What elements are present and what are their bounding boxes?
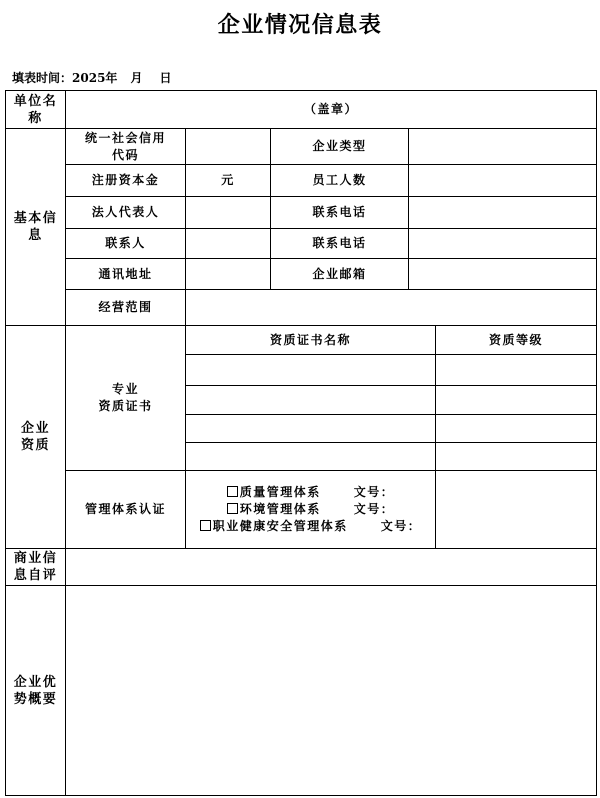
address-value-cell[interactable] (186, 259, 271, 290)
self-eval-label-line: 商业信 (13, 551, 58, 566)
unit-name-label-line: 单位名 (13, 93, 58, 109)
legal-rep-row (6, 197, 597, 229)
fill-date-year: 2025 (72, 71, 106, 85)
doc-number-label: 文号： (380, 519, 422, 533)
unit-name-row (6, 91, 597, 129)
doc-number-label: 文号： (353, 485, 395, 499)
cert-name-cell[interactable] (186, 355, 436, 386)
basic-info-section-cell (6, 129, 66, 326)
fill-date-line (12, 70, 171, 86)
phone-value-cell-1[interactable] (409, 197, 597, 229)
fill-date-label: 填表时间： (12, 71, 73, 85)
business-scope-label-cell: 经营范围 (66, 290, 186, 326)
fill-date-month-unit: 月 (130, 71, 143, 85)
phone-label-cell-1: 联系电话 (271, 197, 409, 229)
checkbox[interactable] (227, 486, 238, 497)
fill-date-day-unit: 日 (159, 71, 172, 85)
cert-name-header: 资质证书名称 (186, 326, 436, 355)
cert-name-cell[interactable] (186, 443, 436, 471)
legal-rep-value-cell[interactable] (186, 197, 271, 229)
phone-label-cell-2: 联系电话 (271, 229, 409, 259)
professional-cert-label-line: 资质证书 (98, 399, 153, 413)
contact-row (6, 229, 597, 259)
stamp-text: （盖章） (304, 102, 359, 116)
company-type-value-cell[interactable] (409, 129, 597, 165)
mgmt-system-options-cell (186, 471, 436, 549)
professional-cert-label-line: 专业 (111, 382, 139, 396)
basic-info-section-line: 基本信 (13, 211, 58, 226)
advantages-row (6, 586, 597, 796)
mgmt-system-environment (186, 501, 435, 518)
cert-name-cell[interactable] (186, 415, 436, 443)
qualification-section-cell (6, 326, 66, 549)
mgmt-system-name: 环境管理体系 (239, 502, 321, 516)
contact-value-cell[interactable] (186, 229, 271, 259)
credit-code-value-cell[interactable] (186, 129, 271, 165)
cert-name-cell[interactable] (186, 386, 436, 415)
email-label-cell: 企业邮箱 (271, 259, 409, 290)
cert-level-cell[interactable] (436, 415, 597, 443)
legal-rep-label-cell: 法人代表人 (66, 197, 186, 229)
company-type-label-cell: 企业类型 (271, 129, 409, 165)
address-row (6, 259, 597, 290)
qualification-section-line: 资质 (20, 438, 50, 453)
checkbox[interactable] (200, 520, 211, 531)
mgmt-system-quality (186, 484, 435, 501)
doc-number-label: 文号： (353, 502, 395, 516)
credit-code-label-line: 统一社会信用 (84, 130, 166, 145)
form-title: 企业情况信息表 (217, 12, 383, 38)
advantages-value-cell[interactable] (66, 586, 597, 796)
advantages-label-line: 企业优 (13, 674, 58, 690)
advantages-label-cell (6, 586, 66, 796)
unit-name-value-cell[interactable] (66, 91, 597, 129)
self-eval-label-cell (6, 549, 66, 586)
self-eval-label-line: 息自评 (13, 568, 58, 583)
mgmt-system-label-cell: 管理体系认证 (66, 471, 186, 549)
basic-info-section-line: 息 (28, 228, 43, 243)
professional-cert-label-cell (66, 326, 186, 471)
registered-capital-value-cell[interactable] (186, 165, 271, 197)
mgmt-system-name: 质量管理体系 (239, 485, 321, 499)
advantages-label-line: 势概要 (13, 691, 58, 707)
fill-date-year-unit: 年 (105, 71, 118, 85)
self-eval-row (6, 549, 597, 586)
cert-level-cell[interactable] (436, 386, 597, 415)
credit-code-label-line: 代码 (111, 147, 139, 162)
business-scope-row (6, 290, 597, 326)
mgmt-system-name: 职业健康安全管理体系 (212, 519, 348, 533)
registered-capital-row (6, 165, 597, 197)
phone-value-cell-2[interactable] (409, 229, 597, 259)
business-scope-value-cell[interactable] (186, 290, 597, 326)
cert-level-cell[interactable] (436, 443, 597, 471)
credit-code-label-cell (66, 129, 186, 165)
checkbox[interactable] (227, 503, 238, 514)
company-info-table (5, 90, 597, 796)
cert-level-cell[interactable] (436, 355, 597, 386)
email-value-cell[interactable] (409, 259, 597, 290)
qualification-section-line: 企业 (20, 421, 50, 436)
capital-unit-text: 元 (221, 173, 235, 187)
contact-label-cell: 联系人 (66, 229, 186, 259)
mgmt-system-row (6, 471, 597, 549)
credit-code-row (6, 129, 597, 165)
registered-capital-label-cell: 注册资本金 (66, 165, 186, 197)
cert-header-row (6, 326, 597, 355)
mgmt-system-extra-cell[interactable] (436, 471, 597, 549)
address-label-cell: 通讯地址 (66, 259, 186, 290)
mgmt-system-ohs (186, 518, 435, 535)
cert-level-header: 资质等级 (436, 326, 597, 355)
employee-count-label-cell: 员工人数 (271, 165, 409, 197)
unit-name-label-cell (6, 91, 66, 129)
employee-count-value-cell[interactable] (409, 165, 597, 197)
self-eval-value-cell[interactable] (66, 549, 597, 586)
unit-name-label-line: 称 (28, 110, 43, 126)
